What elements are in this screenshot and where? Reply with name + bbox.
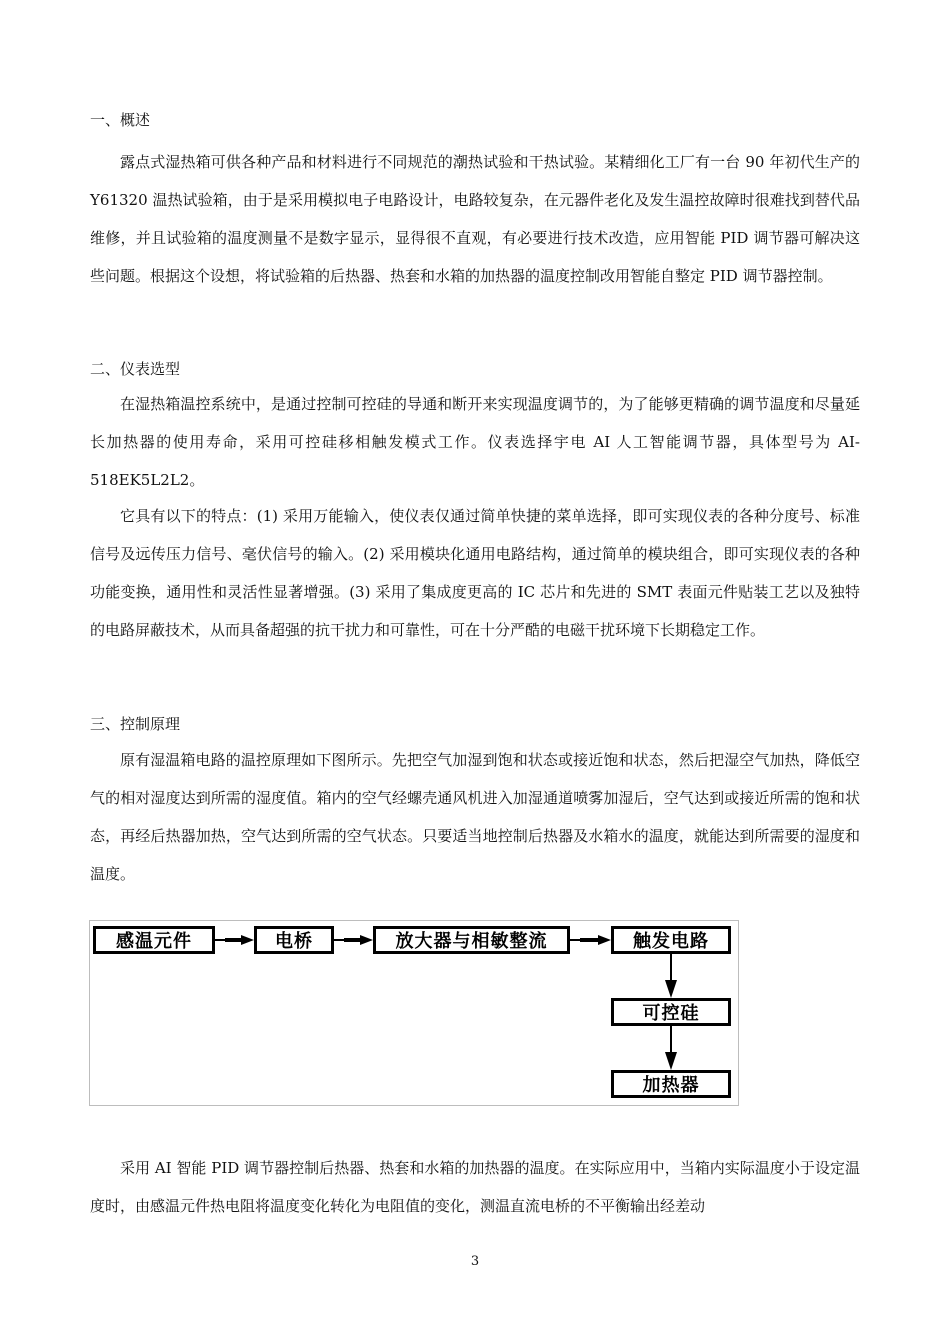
paragraph: 露点式湿热箱可供各种产品和材料进行不同规范的潮热试验和干热试验。某精细化工厂有一台 90 年初代生产的 Y61320 温热试验箱，由于是采用模拟电子电路设计，电路较复杂，在元器件老化及发生温控故障时很难找到替代品维修，并且试验箱的温度测量不是数字显示，显得很不直观，有必要进行技术改造，应用智能 PID 调节器可解决这些问题。根据这个设想，将试验箱的后热器、热套和水箱的加热器的温度控制改用智能自整定 PID 调节器控制。 <box>90 153 860 285</box>
section-heading-control-principle: 三、控制原理 <box>90 715 181 733</box>
section-heading-overview: 一、概述 <box>90 111 151 129</box>
page-number: 3 <box>470 1254 480 1269</box>
arrow-down-icon <box>664 954 678 998</box>
paragraph: 它具有以下的特点：(1) 采用万能输入，使仪表仅通过简单快捷的菜单选择，即可实现仪表的各种分度号、标准信号及远传压力信号、毫伏信号的输入。(2) 采用模块化通用电路结构，通过简单的模块组合，即可实现仪表的各种功能变换，通用性和灵活性显著增强。(3) 采用了集成度更高的 IC 芯片和先进的 SMT 表面元件贴装工艺以及独特的电路屏蔽技术，从而具备超强的抗干扰力和可靠性，可在十分严酷的电磁干扰环境下长期稳定工作。 <box>90 507 860 639</box>
arrow-right-icon <box>334 935 373 945</box>
arrow-right-icon <box>570 935 611 945</box>
control-flow-diagram <box>89 920 739 1106</box>
section-heading-instrument-selection: 二、仪表选型 <box>90 360 181 378</box>
diagram-box-sensor: 感温元件 <box>93 926 215 954</box>
diagram-box-scr: 可控硅 <box>611 998 731 1026</box>
diagram-box-heater: 加热器 <box>611 1070 731 1098</box>
diagram-box-trigger-circuit: 触发电路 <box>611 926 731 954</box>
arrow-down-icon <box>664 1026 678 1070</box>
paragraph: 原有湿温箱电路的温控原理如下图所示。先把空气加湿到饱和状态或接近饱和状态，然后把湿空气加热，降低空气的相对湿度达到所需的湿度值。箱内的空气经螺壳通风机进入加湿通道喷雾加湿后，空气达到或接近所需的饱和状态，再经后热器加热，空气达到所需的空气状态。只要适当地控制后热器及水箱水的温度，就能达到所需要的湿度和温度。 <box>90 751 860 883</box>
paragraph: 在湿热箱温控系统中，是通过控制可控硅的导通和断开来实现温度调节的，为了能够更精确的调节温度和尽量延长加热器的使用寿命，采用可控硅移相触发模式工作。仪表选择宇电 AI 人工智能调节器，具体型号为 AI-518EK5L2L2。 <box>90 395 860 489</box>
arrow-right-icon <box>215 935 254 945</box>
paragraph: 采用 AI 智能 PID 调节器控制后热器、热套和水箱的加热器的温度。在实际应用中，当箱内实际温度小于设定温度时，由感温元件热电阻将温度变化转化为电阻值的变化，测温直流电桥的不平衡输出经差动 <box>90 1159 860 1215</box>
diagram-box-bridge: 电桥 <box>254 926 334 954</box>
diagram-box-amplifier: 放大器与相敏整流 <box>373 926 570 954</box>
